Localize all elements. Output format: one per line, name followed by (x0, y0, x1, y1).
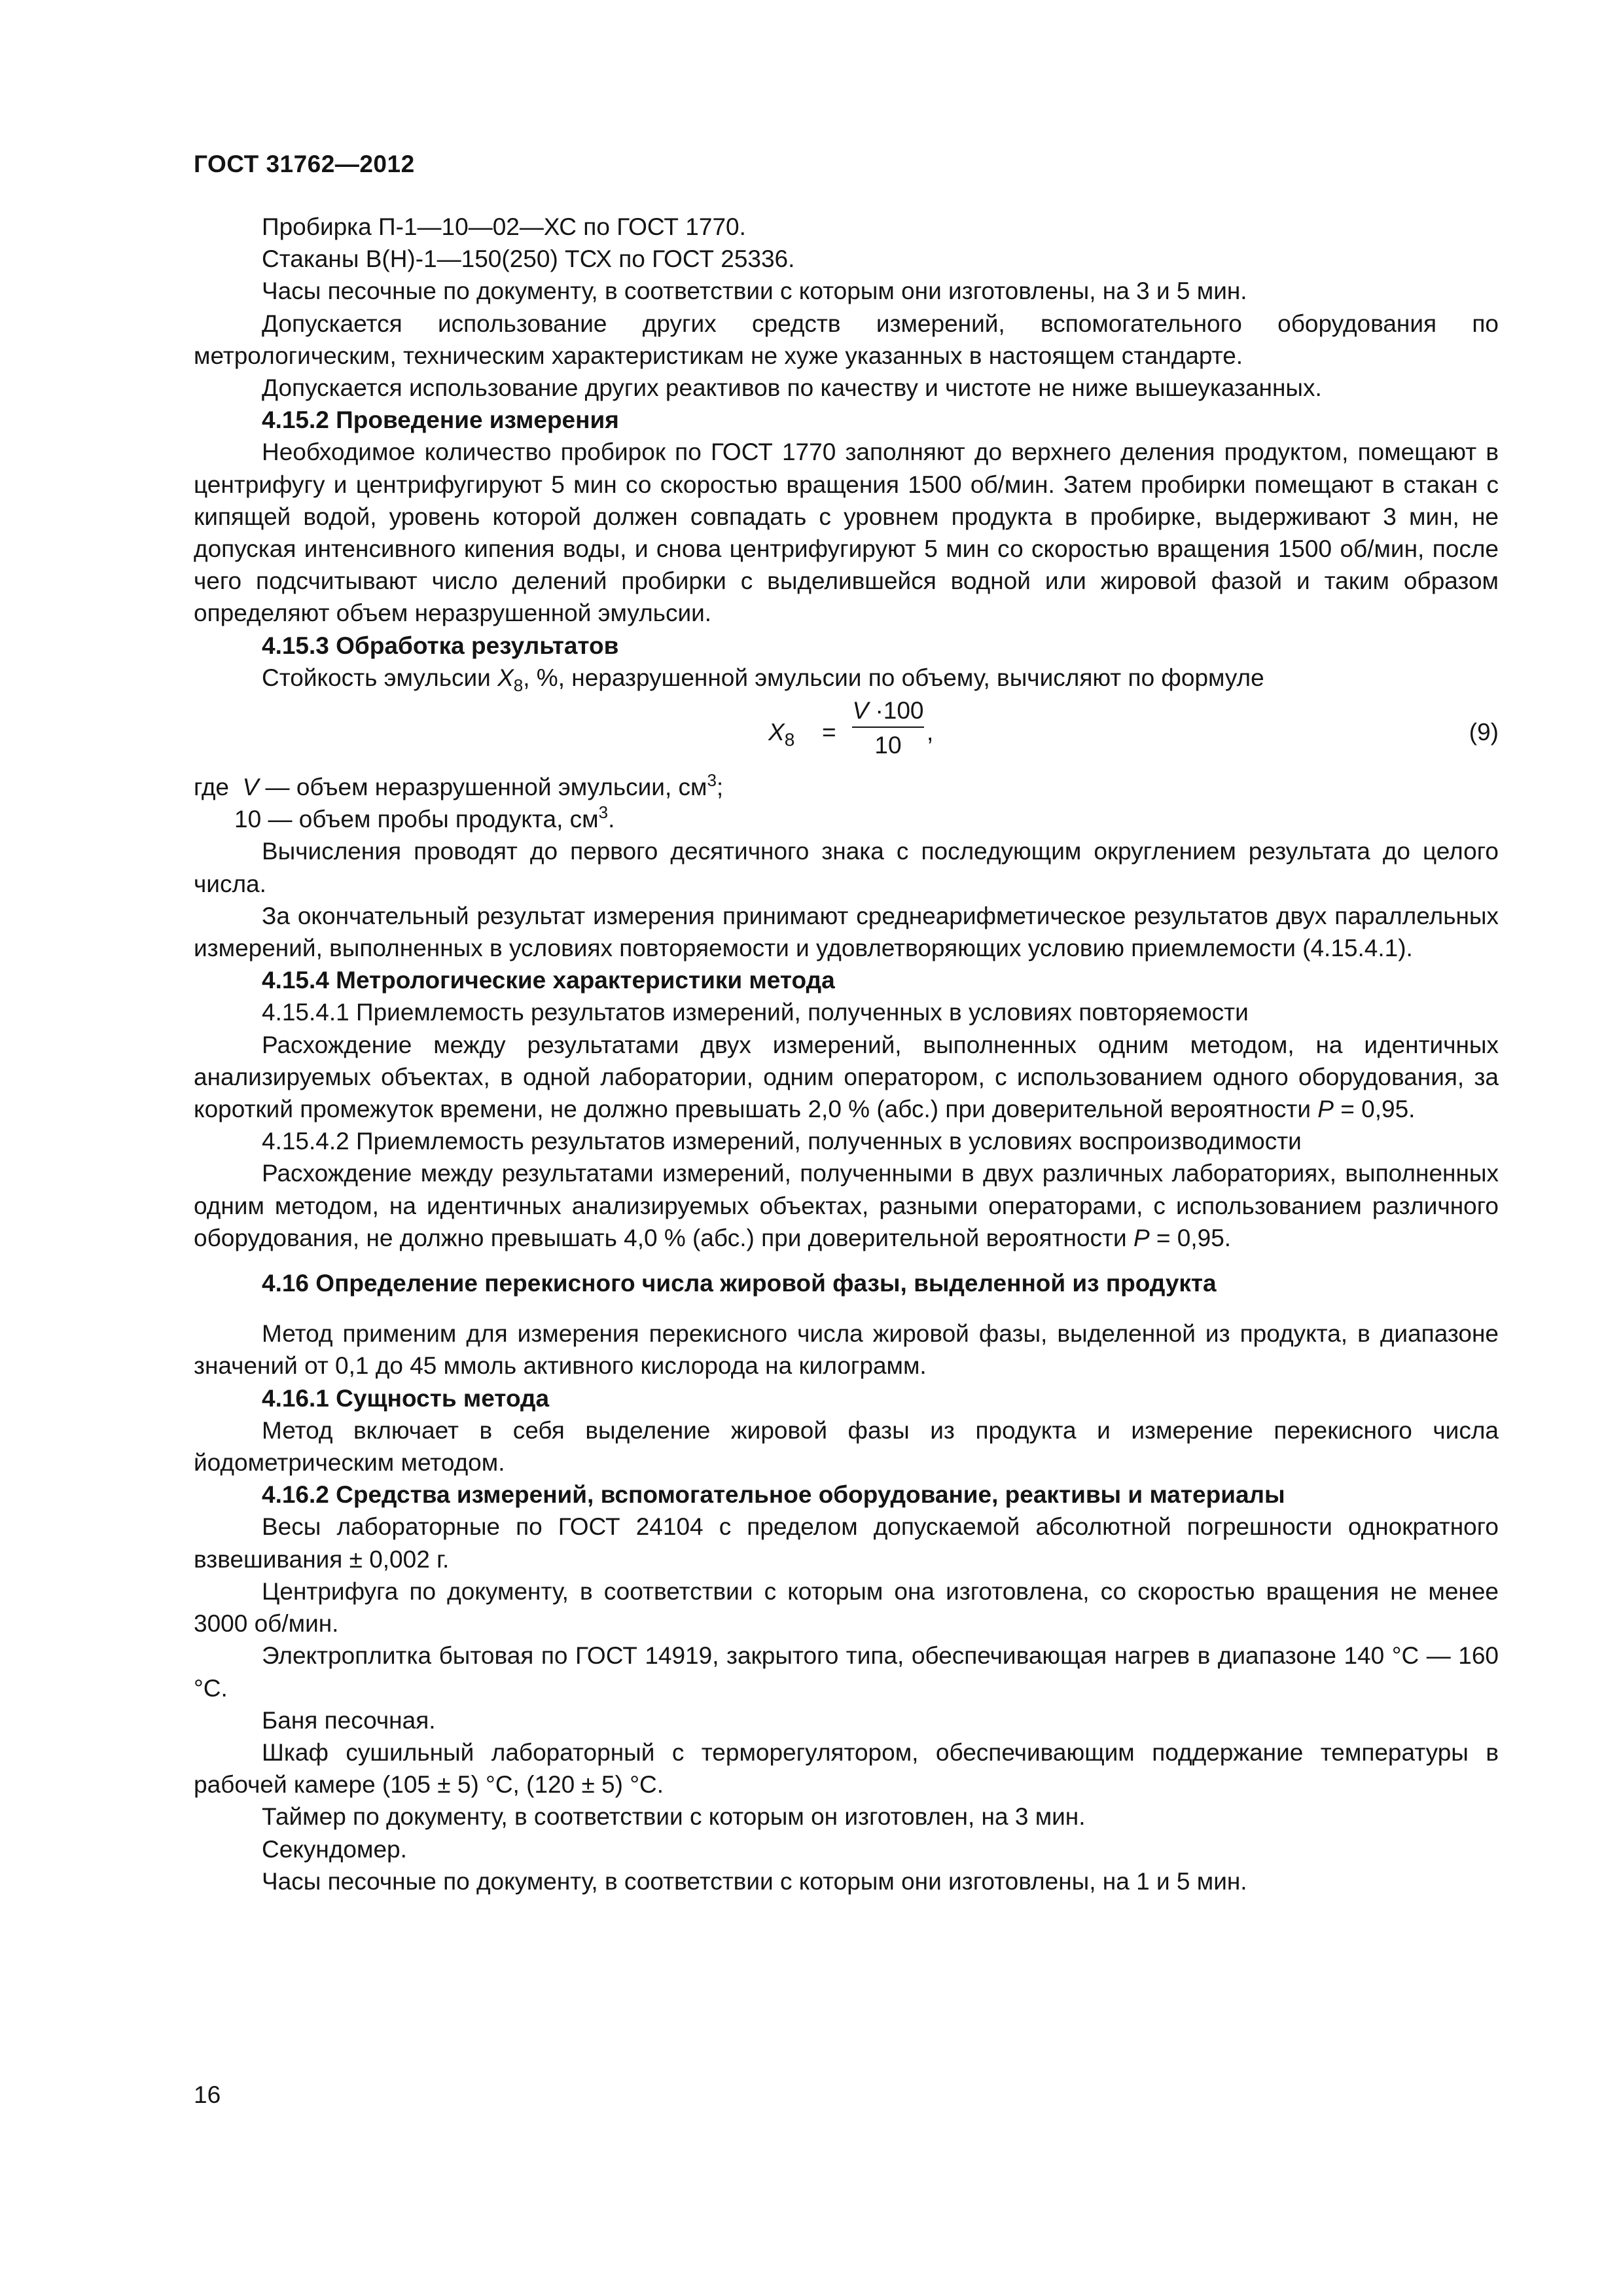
section-heading-4-15-3: 4.15.3 Обработка результатов (262, 632, 619, 659)
reproducibility-text: Расхождение между результатами измерений, полученными в двух различных лабораториях, выполненных одним методом, на идентичных анализируемых объектах, разными операторами, с использованием различного оборудования, не должно превышать 4,0 % (абс.) при доверительной вероятности P = 0,95. (194, 1160, 1499, 1251)
equipment-note: Допускается использование других средств измерений, вспомогательного оборудования по метрологическим, техническим характеристикам не хуже указанных в настоящем стандарте. (194, 310, 1499, 369)
where-symbol: 10 — объем пробы продукта, $см^3$. (234, 802, 615, 833)
reagent-note: Допускается использование других реактивов по качеству и чистоте не ниже вышеуказанных. (262, 374, 1322, 402)
subsection-title-4-15-4-1: 4.15.4.1 Приемлемость результатов измерений, полученных в условиях повторяемости (262, 999, 1249, 1026)
equipment-item: Часы песочные по документу, в соответствии с которым они изготовлены, на 1 и 5 мин. (262, 1867, 1247, 1895)
equipment-item: Секундомер. (262, 1835, 407, 1863)
section-heading-4-16: 4.16 Определение перекисного числа жировой фазы, выделенной из продукта (262, 1270, 1217, 1297)
equipment-item: Часы песочные по документу, в соответствии с которым они изготовлены, на 3 и 5 мин. (262, 278, 1247, 305)
formula-fraction (852, 694, 924, 763)
section-heading-4-16-2: 4.16.2 Средства измерений, вспомогательное оборудование, реактивы и материалы (262, 1481, 1285, 1509)
section-heading-4-15-4: 4.15.4 Метрологические характеристики метода (262, 967, 835, 994)
measurement-procedure-text: Необходимое количество пробирок по ГОСТ 1770 заполняют до верхнего деления продуктом, помещают в центрифугу и центрифугируют 5 мин со скоростью вращения 1500 об/мин. Затем пробирки помещают в стакан с кипящей водой, уровень которой должен совпадать с уровнем продукта в пробирке, выдерживают 3 мин, не допуская интенсивного кипения воды, и снова центрифугируют 5 мин со скоростью вращения 1500 об/мин, после чего подсчитывают число делений пробирки с выделившейся водной или жировой фазой и таким образом определяют объем неразрушенной эмульсии. (194, 439, 1499, 627)
formula-denominator: 10 (874, 732, 902, 759)
equipment-item: Таймер по документу, в соответствии с которым он изготовлен, на 3 мин. (262, 1803, 1086, 1831)
where-line-v (194, 771, 1499, 803)
method-scope-text: Метод применим для измерения перекисного числа жировой фазы, выделенной из продукта, в диапазоне значений от 0,1 до 45 ммоль активного кислорода на килограмм. (194, 1320, 1499, 1380)
equipment-item: Шкаф сушильный лабораторный с терморегулятором, обеспечивающим поддержание температуры в рабочей камере (105 ± 5) °С, (120 ± 5) °С. (194, 1738, 1499, 1799)
formula-number: (9) (1469, 719, 1499, 746)
formula-lhs: $X_8$ (768, 719, 795, 750)
formula-expression (768, 694, 1004, 771)
final-result-note: За окончательный результат измерения принимают среднеарифметическое результатов двух параллельных измерений, выполненных в условиях повторяемости и удовлетворяющих условию приемлемости (4.15.4.1). (194, 902, 1499, 962)
formula-comma: , (927, 719, 934, 746)
page-body (194, 211, 1499, 1897)
standard-code-header: ГОСТ 31762—2012 (194, 151, 415, 177)
equipment-item: Стаканы В(Н)-1—150(250) ТСХ по ГОСТ 25336. (262, 245, 795, 273)
equipment-item: Электроплитка бытовая по ГОСТ 14919, закрытого типа, обеспечивающая нагрев в диапазоне 140 °С — 160 °С. (194, 1642, 1499, 1702)
method-essence-text: Метод включает в себя выделение жировой фазы из продукта и измерение перекисного числа йодометрическим методом. (194, 1416, 1499, 1477)
section-heading-4-15-2: 4.15.2 Проведение измерения (262, 406, 619, 434)
page-number: 16 (194, 2081, 221, 2108)
calculation-note: Вычисления проводят до первого десятичного знака с последующим округлением результата до целого числа. (194, 838, 1499, 897)
formula-9 (194, 694, 1499, 771)
equipment-item: Весы лабораторные по ГОСТ 24104 с пределом допускаемой абсолютной погрешности однократного взвешивания ± 0,002 г. (194, 1513, 1499, 1573)
equipment-item: Центрифуга по документу, в соответствии с которым она изготовлена, со скоростью вращения не менее 3000 об/мин. (194, 1577, 1499, 1638)
formula-equals: = (822, 719, 836, 746)
formula-numerator: V ·100 (852, 694, 924, 728)
section-heading-4-16-1: 4.16.1 Сущность метода (262, 1384, 550, 1412)
where-word: где V — объем неразрушенной эмульсии, $см^3$; (194, 770, 724, 801)
formula-intro: Стойкость эмульсии $X_8$, %, неразрушенной эмульсии по объему, вычисляют по формуле (262, 664, 1264, 695)
subsection-title-4-15-4-2: 4.15.4.2 Приемлемость результатов измерений, полученных в условиях воспроизводимости (262, 1128, 1302, 1155)
equipment-item: Пробирка П-1—10—02—ХС по ГОСТ 1770. (262, 213, 746, 240)
equipment-item: Баня песочная. (262, 1706, 436, 1734)
repeatability-text: Расхождение между результатами двух измерений, выполненных одним методом, на идентичных анализируемых объектах, в одной лаборатории, одним оператором, с использованием одного оборудования, за короткий промежуток времени, не должно превышать 2,0 % (абс.) при доверительной вероятности P = 0,95. (194, 1031, 1499, 1123)
where-line-10 (194, 803, 1499, 835)
